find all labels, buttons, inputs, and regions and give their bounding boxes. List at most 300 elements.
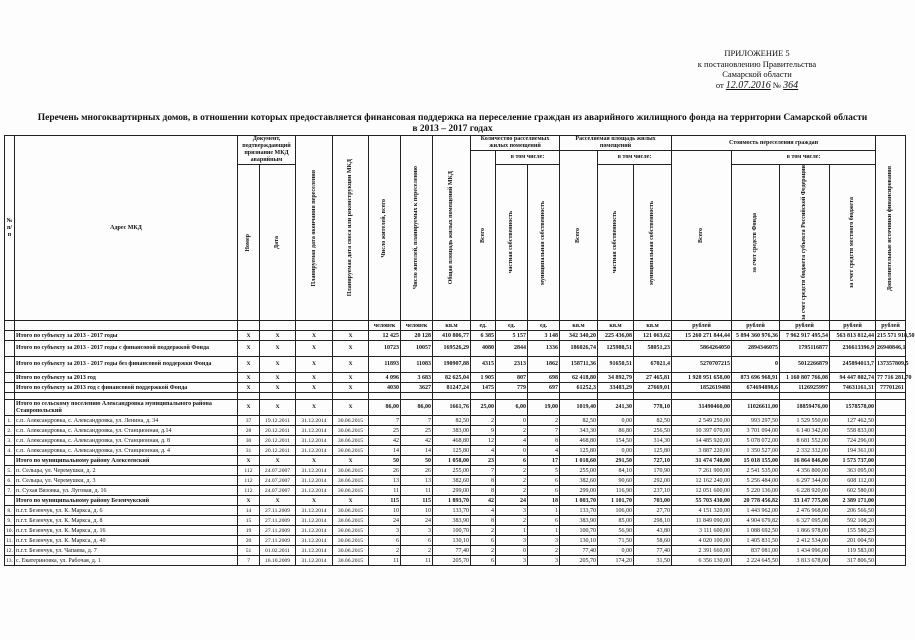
cell-planned-end: 31.12.2014 bbox=[296, 546, 333, 556]
cell-doc-date: 24.07.2007 bbox=[260, 486, 296, 496]
appendix-line: Самарской области bbox=[722, 69, 792, 79]
cell-value: 205,70 bbox=[433, 556, 471, 566]
appendix-date-line: от 12.07.2016 № 364 bbox=[715, 79, 799, 91]
cell-value: 2 bbox=[401, 546, 433, 556]
cell-planned-demolition: 30.06.2015 bbox=[333, 466, 369, 476]
cell-planned-end: 31.12.2014 bbox=[296, 466, 333, 476]
cell-value: 703,00 bbox=[634, 496, 672, 506]
cell-value: 1 160 807 766,08 bbox=[780, 373, 830, 383]
cell-value: 130,10 bbox=[433, 536, 471, 546]
cell-value: 158711,36 bbox=[560, 357, 598, 373]
cell-doc-date: 20.12.2011 bbox=[260, 436, 296, 446]
cell-value: 237,10 bbox=[634, 486, 672, 496]
cell-value: 100,70 bbox=[433, 526, 471, 536]
cell-address: п. Сельцы, ул. Черемушки, д. 2 bbox=[15, 466, 238, 476]
header-area-total: Всего bbox=[560, 151, 598, 321]
cell-doc-date: 27.11.2009 bbox=[260, 526, 296, 536]
cell-value: 50 bbox=[401, 456, 433, 466]
cell-value: 12 051 600,00 bbox=[672, 486, 732, 496]
cell-planned-end: X bbox=[296, 331, 333, 341]
cell-address: п.г.т. Безенчук, ул. К. Маркса, д. 40 bbox=[15, 536, 238, 546]
cell-value: 383,00 bbox=[433, 426, 471, 436]
cell-value: 3 bbox=[528, 536, 560, 546]
cell-value: 3 148 bbox=[528, 331, 560, 341]
header-including: в том числе: bbox=[732, 151, 876, 165]
cell-value: 6 bbox=[528, 486, 560, 496]
header-rooms-municipal: муниципальная собственность bbox=[528, 165, 560, 321]
appendix-number: 364 bbox=[783, 79, 799, 91]
cell-value: 5 078 072,00 bbox=[732, 436, 780, 446]
cell-value: 3 701 094,00 bbox=[732, 426, 780, 436]
cell-value: 8 bbox=[471, 516, 496, 526]
cell-value bbox=[471, 393, 496, 400]
cell-value: 592 108,20 bbox=[830, 516, 876, 526]
cell-value: 2 bbox=[528, 416, 560, 426]
cell-num bbox=[5, 341, 15, 357]
cell-value: 6 bbox=[369, 536, 401, 546]
cell-value: 137357809,5 bbox=[876, 357, 906, 373]
cell-doc-number: 51 bbox=[238, 546, 260, 556]
header-cost: Стоимость переселения граждан bbox=[672, 136, 876, 151]
cell-value: 71,50 bbox=[598, 536, 634, 546]
cell-value bbox=[876, 546, 906, 556]
cell-value: 125,80 bbox=[433, 446, 471, 456]
cell-value: 298,10 bbox=[634, 516, 672, 526]
cell-value bbox=[732, 393, 780, 400]
cell-value: 84,10 bbox=[598, 466, 634, 476]
cell-value: 174,20 bbox=[598, 556, 634, 566]
cell-num: 13. bbox=[6, 557, 13, 564]
cell-value bbox=[560, 393, 598, 400]
cell-value: 6 bbox=[471, 536, 496, 546]
cell-num: 5. bbox=[5, 466, 15, 476]
cell-planned-demolition: 30.06.2015 bbox=[333, 536, 369, 546]
header-area-private: частная собственность bbox=[598, 165, 634, 321]
cell-value: 12 425 bbox=[369, 331, 401, 341]
cell-value: 33 147 775,08 bbox=[780, 496, 830, 506]
cell-value: 33483,29 bbox=[598, 383, 634, 393]
cell-planned-end: X bbox=[296, 373, 333, 383]
cell-value: 170,90 bbox=[634, 466, 672, 476]
cell-planned-demolition: 30.06.2015 bbox=[333, 546, 369, 556]
cell-planned-demolition: 30.06.2015 bbox=[333, 506, 369, 516]
cell-value: 3 bbox=[401, 526, 433, 536]
header-document: Документ, подтверждающий признание МКД аварийным bbox=[238, 136, 296, 165]
cell-value: 86,00 bbox=[401, 400, 433, 416]
cell-doc-number: 28 bbox=[238, 426, 260, 436]
cell-value bbox=[876, 506, 906, 516]
cell-value: 0 bbox=[732, 357, 780, 373]
cell-planned-end: 31.12.2014 bbox=[296, 506, 333, 516]
cell-value: 23 bbox=[471, 456, 496, 466]
cell-value: 106,00 bbox=[598, 506, 634, 516]
cell-value: 42 bbox=[401, 436, 433, 446]
cell-value: 3627 bbox=[401, 383, 433, 393]
cell-value: 186026,74 bbox=[560, 341, 598, 357]
cell-value: 24 bbox=[369, 516, 401, 526]
cell-value: 2 bbox=[496, 426, 528, 436]
total-row bbox=[5, 341, 906, 357]
cell-address: с. Екатериновка, ул. Рабочая, д. 1 bbox=[15, 556, 238, 566]
cell-value: 2 bbox=[369, 546, 401, 556]
header-including: в том числе: bbox=[598, 151, 672, 165]
cell-value bbox=[634, 393, 672, 400]
cell-value: 1 bbox=[496, 526, 528, 536]
cell-value: 382,60 bbox=[433, 476, 471, 486]
cell-value: 236613396,9 bbox=[830, 341, 876, 357]
cell-value: 31490460,00 bbox=[672, 400, 732, 416]
header-resettled-area: Расселяемая площадь жилых помещений bbox=[560, 136, 672, 151]
header-regional: за счет средств бюджета субъекта Российской Федерации bbox=[780, 165, 830, 321]
table-row bbox=[5, 476, 906, 486]
cell-value: 20 778 456,82 bbox=[732, 496, 780, 506]
cell-value: 201 004,50 bbox=[830, 536, 876, 546]
cell-value: 6 297 344,00 bbox=[780, 476, 830, 486]
cell-value: 133,70 bbox=[560, 506, 598, 516]
total-row bbox=[5, 331, 906, 341]
cell-value: 317 806,50 bbox=[830, 556, 876, 566]
header-area-municipal: муниципальная собственность bbox=[634, 165, 672, 321]
cell-value: 18859476,00 bbox=[780, 400, 830, 416]
cell-value: 0 bbox=[496, 546, 528, 556]
cell-value: 2 bbox=[528, 546, 560, 556]
cell-address: п.г.т. Безенчук, ул. К. Маркса, д. 16 bbox=[15, 526, 238, 536]
cell-value: 2 391 660,00 bbox=[672, 546, 732, 556]
cell-value: 698 bbox=[528, 373, 560, 383]
cell-value bbox=[830, 393, 876, 400]
cell-value: 3 bbox=[528, 556, 560, 566]
cell-value bbox=[876, 496, 906, 506]
cell-value: 26 bbox=[401, 466, 433, 476]
cell-value: 9 bbox=[471, 426, 496, 436]
cell-doc-number: 37 bbox=[238, 416, 260, 426]
cell-value: 7 261 900,00 bbox=[672, 466, 732, 476]
cell-doc-number: 19 bbox=[238, 526, 260, 536]
cell-num: 9. bbox=[5, 516, 15, 526]
header-doc-number: Номер bbox=[238, 165, 260, 321]
cell-value: 1795116877 bbox=[780, 341, 830, 357]
cell-address: Итого по субъекту за 2013 год bbox=[15, 373, 238, 383]
cell-value: 383,90 bbox=[433, 516, 471, 526]
cell-value: 11 bbox=[401, 486, 433, 496]
cell-value: 10 bbox=[401, 506, 433, 516]
cell-address bbox=[15, 393, 238, 400]
total-row bbox=[5, 383, 906, 393]
cell-address: Итого по субъекту за 2013 год с финансовой поддержкой Фонда bbox=[15, 383, 238, 393]
cell-planned-demolition: X bbox=[333, 456, 369, 466]
cell-value: 4 020 100,00 bbox=[672, 536, 732, 546]
cell-value: 468,80 bbox=[560, 436, 598, 446]
cell-value bbox=[598, 393, 634, 400]
cell-num: 4. bbox=[5, 446, 15, 456]
cell-value bbox=[876, 400, 906, 416]
cell-planned-demolition: X bbox=[333, 383, 369, 393]
cell-value: 154,50 bbox=[598, 436, 634, 446]
cell-value bbox=[369, 393, 401, 400]
cell-value: 14 bbox=[369, 446, 401, 456]
cell-value: 2 bbox=[471, 546, 496, 556]
table-row bbox=[5, 466, 906, 476]
cell-doc-number: 31 bbox=[238, 446, 260, 456]
cell-doc-number: X bbox=[238, 341, 260, 357]
cell-value: 807 bbox=[496, 373, 528, 383]
cell-value: 6 140 342,00 bbox=[780, 426, 830, 436]
cell-value: 115 bbox=[369, 496, 401, 506]
cell-value: 85,00 bbox=[598, 516, 634, 526]
cell-value: 1 018,60 bbox=[560, 456, 598, 466]
cell-value bbox=[876, 556, 906, 566]
cell-value: 3 bbox=[496, 536, 528, 546]
cell-value: 1126925997 bbox=[780, 383, 830, 393]
cell-value: 6 385 bbox=[471, 331, 496, 341]
cell-planned-end: 31.12.2014 bbox=[296, 536, 333, 546]
header-planned-end: Планируемая дата окончания переселения bbox=[296, 136, 333, 321]
cell-value: 2 389 171,00 bbox=[830, 496, 876, 506]
cell-value: 225 436,08 bbox=[598, 331, 634, 341]
cell-value: 90,60 bbox=[598, 476, 634, 486]
cell-value: 6 bbox=[471, 556, 496, 566]
cell-value: 5 256 484,00 bbox=[732, 476, 780, 486]
total-row bbox=[5, 373, 906, 383]
cell-value: 382,60 bbox=[560, 476, 598, 486]
cell-value: 94 447 802,74 bbox=[830, 373, 876, 383]
cell-value: 5 894 360 976,36 bbox=[732, 331, 780, 341]
cell-value: 10 397 070,00 bbox=[672, 426, 732, 436]
table-row bbox=[5, 446, 906, 456]
cell-value: 7 962 917 495,54 bbox=[780, 331, 830, 341]
cell-value: 6 228 920,00 bbox=[780, 486, 830, 496]
cell-value: 5012266879 bbox=[780, 357, 830, 373]
cell-value: 2 224 645,50 bbox=[732, 556, 780, 566]
cell-value: 0,00 bbox=[598, 546, 634, 556]
cell-value: 1 866 978,00 bbox=[780, 526, 830, 536]
cell-value: 6 bbox=[401, 536, 433, 546]
cell-value: 77701261 bbox=[876, 383, 906, 393]
cell-value: 24 bbox=[496, 496, 528, 506]
cell-value: 130,10 bbox=[560, 536, 598, 546]
cell-value: 12 162 240,00 bbox=[672, 476, 732, 486]
cell-value: 1862 bbox=[528, 357, 560, 373]
cell-value: 5 220 136,00 bbox=[732, 486, 780, 496]
cell-value: 125988,51 bbox=[598, 341, 634, 357]
header-doc-date: Дата bbox=[260, 165, 296, 321]
cell-value bbox=[876, 456, 906, 466]
cell-value: 1 803,70 bbox=[560, 496, 598, 506]
cell-value: 3 683 bbox=[401, 373, 433, 383]
cell-planned-demolition: 30.06.2015 bbox=[333, 476, 369, 486]
cell-value: 205,70 bbox=[560, 556, 598, 566]
cell-value: 363 095,00 bbox=[830, 466, 876, 476]
cell-value: 608 112,00 bbox=[830, 476, 876, 486]
cell-value: 2 332 332,00 bbox=[780, 446, 830, 456]
cell-value: 3 bbox=[496, 556, 528, 566]
cell-planned-demolition: 30.06.2015 bbox=[333, 416, 369, 426]
cell-value: 1 101,70 bbox=[598, 496, 634, 506]
cell-value: 1 905 bbox=[471, 373, 496, 383]
cell-planned-demolition: X bbox=[333, 373, 369, 383]
cell-value: 2 bbox=[496, 476, 528, 486]
cell-planned-end: 31.12.2014 bbox=[296, 476, 333, 486]
cell-doc-number: 20 bbox=[238, 536, 260, 546]
total-row bbox=[5, 357, 906, 373]
cell-value: 2 541 535,00 bbox=[732, 466, 780, 476]
cell-value: 727,10 bbox=[634, 456, 672, 466]
cell-planned-end: 31.12.2014 bbox=[296, 446, 333, 456]
cell-value: 256,50 bbox=[634, 426, 672, 436]
cell-num: 6. bbox=[5, 476, 15, 486]
cell-value: 11 bbox=[369, 486, 401, 496]
cell-value: 299,00 bbox=[433, 486, 471, 496]
cell-value: 155 580,23 bbox=[830, 526, 876, 536]
table-row bbox=[5, 426, 906, 436]
cell-value: 11 bbox=[369, 556, 401, 566]
cell-value: 42 bbox=[369, 436, 401, 446]
cell-doc-number: 30 bbox=[238, 436, 260, 446]
cell-value: 25 bbox=[369, 426, 401, 436]
cell-value: 563 813 812,44 bbox=[830, 331, 876, 341]
cell-doc-date: X bbox=[260, 341, 296, 357]
cell-planned-demolition: X bbox=[333, 331, 369, 341]
cell-value: 4 bbox=[471, 506, 496, 516]
cell-planned-demolition: 30.06.2015 bbox=[333, 516, 369, 526]
cell-address: п.г.т. Безенчук, ул. К. Маркса, д. 6 bbox=[15, 506, 238, 516]
cell-value: 778,10 bbox=[634, 400, 672, 416]
cell-value: 58,60 bbox=[634, 536, 672, 546]
cell-num bbox=[5, 331, 15, 341]
cell-doc-date: X bbox=[260, 373, 296, 383]
cell-value: 24 bbox=[401, 516, 433, 526]
cell-value: 42 bbox=[471, 496, 496, 506]
cell-value: 1 529 550,00 bbox=[780, 416, 830, 426]
cell-value bbox=[876, 516, 906, 526]
cell-num bbox=[5, 456, 15, 466]
cell-value: 11 bbox=[401, 556, 433, 566]
header-address: Адрес МКД bbox=[15, 136, 238, 321]
header-fund: за счет средств Фонда bbox=[732, 165, 780, 321]
cell-address: с.п. Александровка, с. Александровка, ул. Станционная, д. 8 bbox=[15, 436, 238, 446]
cell-planned-end: 31.12.2014 bbox=[296, 436, 333, 446]
cell-value: 4 356 800,00 bbox=[780, 466, 830, 476]
cell-address: Итого по субъекту за 2013 - 2017 годы bbox=[15, 331, 238, 341]
cell-value: 1 928 951 658,00 bbox=[672, 373, 732, 383]
cell-num: 12. bbox=[6, 547, 13, 554]
cell-planned-end: X bbox=[296, 496, 333, 506]
cell-doc-date: 24.07.2007 bbox=[260, 466, 296, 476]
cell-planned-end: X bbox=[296, 341, 333, 357]
cell-value: 121 063,62 bbox=[634, 331, 672, 341]
cell-address: Итого по сельскому поселению Александровка муниципального района Ставропольский bbox=[15, 400, 238, 416]
cell-value: 4 096 bbox=[369, 373, 401, 383]
cell-value: 20 128 bbox=[401, 331, 433, 341]
cell-value: 558 833,00 bbox=[830, 426, 876, 436]
cell-value: 2 bbox=[471, 526, 496, 536]
cell-value: 61252,3 bbox=[560, 383, 598, 393]
cell-value bbox=[876, 536, 906, 546]
cell-doc-date: 27.11.2009 bbox=[260, 536, 296, 546]
cell-value: 2313 bbox=[496, 357, 528, 373]
cell-num bbox=[5, 393, 15, 400]
header-rooms-private: частная собственность bbox=[496, 165, 528, 321]
cell-value: 2 bbox=[496, 466, 528, 476]
cell-doc-date: X bbox=[260, 357, 296, 373]
cell-value: 31 474 740,00 bbox=[672, 456, 732, 466]
cell-value: 241,30 bbox=[598, 400, 634, 416]
cell-value: 1661,76 bbox=[433, 400, 471, 416]
cell-value: 82,50 bbox=[634, 416, 672, 426]
cell-doc-number: X bbox=[238, 496, 260, 506]
cell-value: 4 904 679,82 bbox=[732, 516, 780, 526]
cell-num bbox=[5, 496, 15, 506]
cell-doc-date: 27.11.2009 bbox=[260, 516, 296, 526]
cell-doc-number: 112 bbox=[238, 486, 260, 496]
cell-value: 86,00 bbox=[369, 400, 401, 416]
cell-doc-date: 16.10.2009 bbox=[260, 556, 296, 566]
cell-value: 8 681 552,00 bbox=[780, 436, 830, 446]
cell-value: 133,70 bbox=[433, 506, 471, 516]
cell-value: 4 bbox=[471, 446, 496, 456]
cell-value: 190907,88 bbox=[433, 357, 471, 373]
table-row bbox=[5, 536, 906, 546]
cell-address: Итого по субъекту за 2013 - 2017 годы без финансовой поддержки Фонда bbox=[15, 357, 238, 373]
cell-value: 11 849 090,00 bbox=[672, 516, 732, 526]
cell-value: 116,90 bbox=[598, 486, 634, 496]
spacer-row bbox=[5, 393, 906, 400]
appendix-line: к постановлению Правительства bbox=[697, 58, 817, 69]
cell-value: 10057 bbox=[401, 341, 433, 357]
cell-num bbox=[5, 357, 15, 373]
cell-value: 11893 bbox=[369, 357, 401, 373]
cell-value: 12 bbox=[471, 436, 496, 446]
cell-value: 86,80 bbox=[598, 426, 634, 436]
cell-doc-date: X bbox=[260, 496, 296, 506]
cell-doc-number: 15 bbox=[238, 516, 260, 526]
header-residents-planned: Число жителей, планируемых к переселению bbox=[401, 136, 433, 321]
cell-value: 4 151 320,00 bbox=[672, 506, 732, 516]
cell-planned-end: 31.12.2014 bbox=[296, 526, 333, 536]
cell-value: 1 058,00 bbox=[433, 456, 471, 466]
cell-value: 4030 bbox=[369, 383, 401, 393]
cell-address: Итого по субъекту за 2013 - 2017 годы с финансовой поддержкой Фонда bbox=[15, 341, 238, 357]
cell-value: 119 583,00 bbox=[830, 546, 876, 556]
cell-value: 4315 bbox=[471, 357, 496, 373]
cell-value: 1 443 962,00 bbox=[732, 506, 780, 516]
header-extra-sources: Дополнительные источники финансирования bbox=[876, 136, 906, 321]
cell-value: 255,00 bbox=[560, 466, 598, 476]
cell-value: 125,80 bbox=[560, 446, 598, 456]
appendix-date: 12.07.2016 bbox=[725, 79, 771, 91]
cell-doc-date: 20.12.2011 bbox=[260, 446, 296, 456]
cell-value: 206 566,50 bbox=[830, 506, 876, 516]
cell-planned-demolition bbox=[333, 393, 369, 400]
cell-value: 779 bbox=[496, 383, 528, 393]
cell-value: 74631161,31 bbox=[830, 383, 876, 393]
cell-value: 410 806,77 bbox=[433, 331, 471, 341]
header-cost-total: Всего bbox=[672, 151, 732, 321]
cell-value: 10723 bbox=[369, 341, 401, 357]
cell-value: 697 bbox=[528, 383, 560, 393]
cell-planned-demolition: 30.06.2015 bbox=[333, 486, 369, 496]
cell-value: 3 bbox=[496, 506, 528, 516]
cell-value bbox=[780, 393, 830, 400]
cell-planned-end: 31.12.2014 bbox=[296, 556, 333, 566]
cell-value: 6 bbox=[496, 456, 528, 466]
cell-value: 27 465,81 bbox=[634, 373, 672, 383]
cell-value: 5 bbox=[528, 466, 560, 476]
cell-value: 6 356 130,00 bbox=[672, 556, 732, 566]
cell-doc-number: 14 bbox=[238, 506, 260, 516]
header-planned-demolition: Планируемая дата сноса или реконструкции МКД bbox=[333, 136, 369, 321]
total-row bbox=[5, 456, 906, 466]
